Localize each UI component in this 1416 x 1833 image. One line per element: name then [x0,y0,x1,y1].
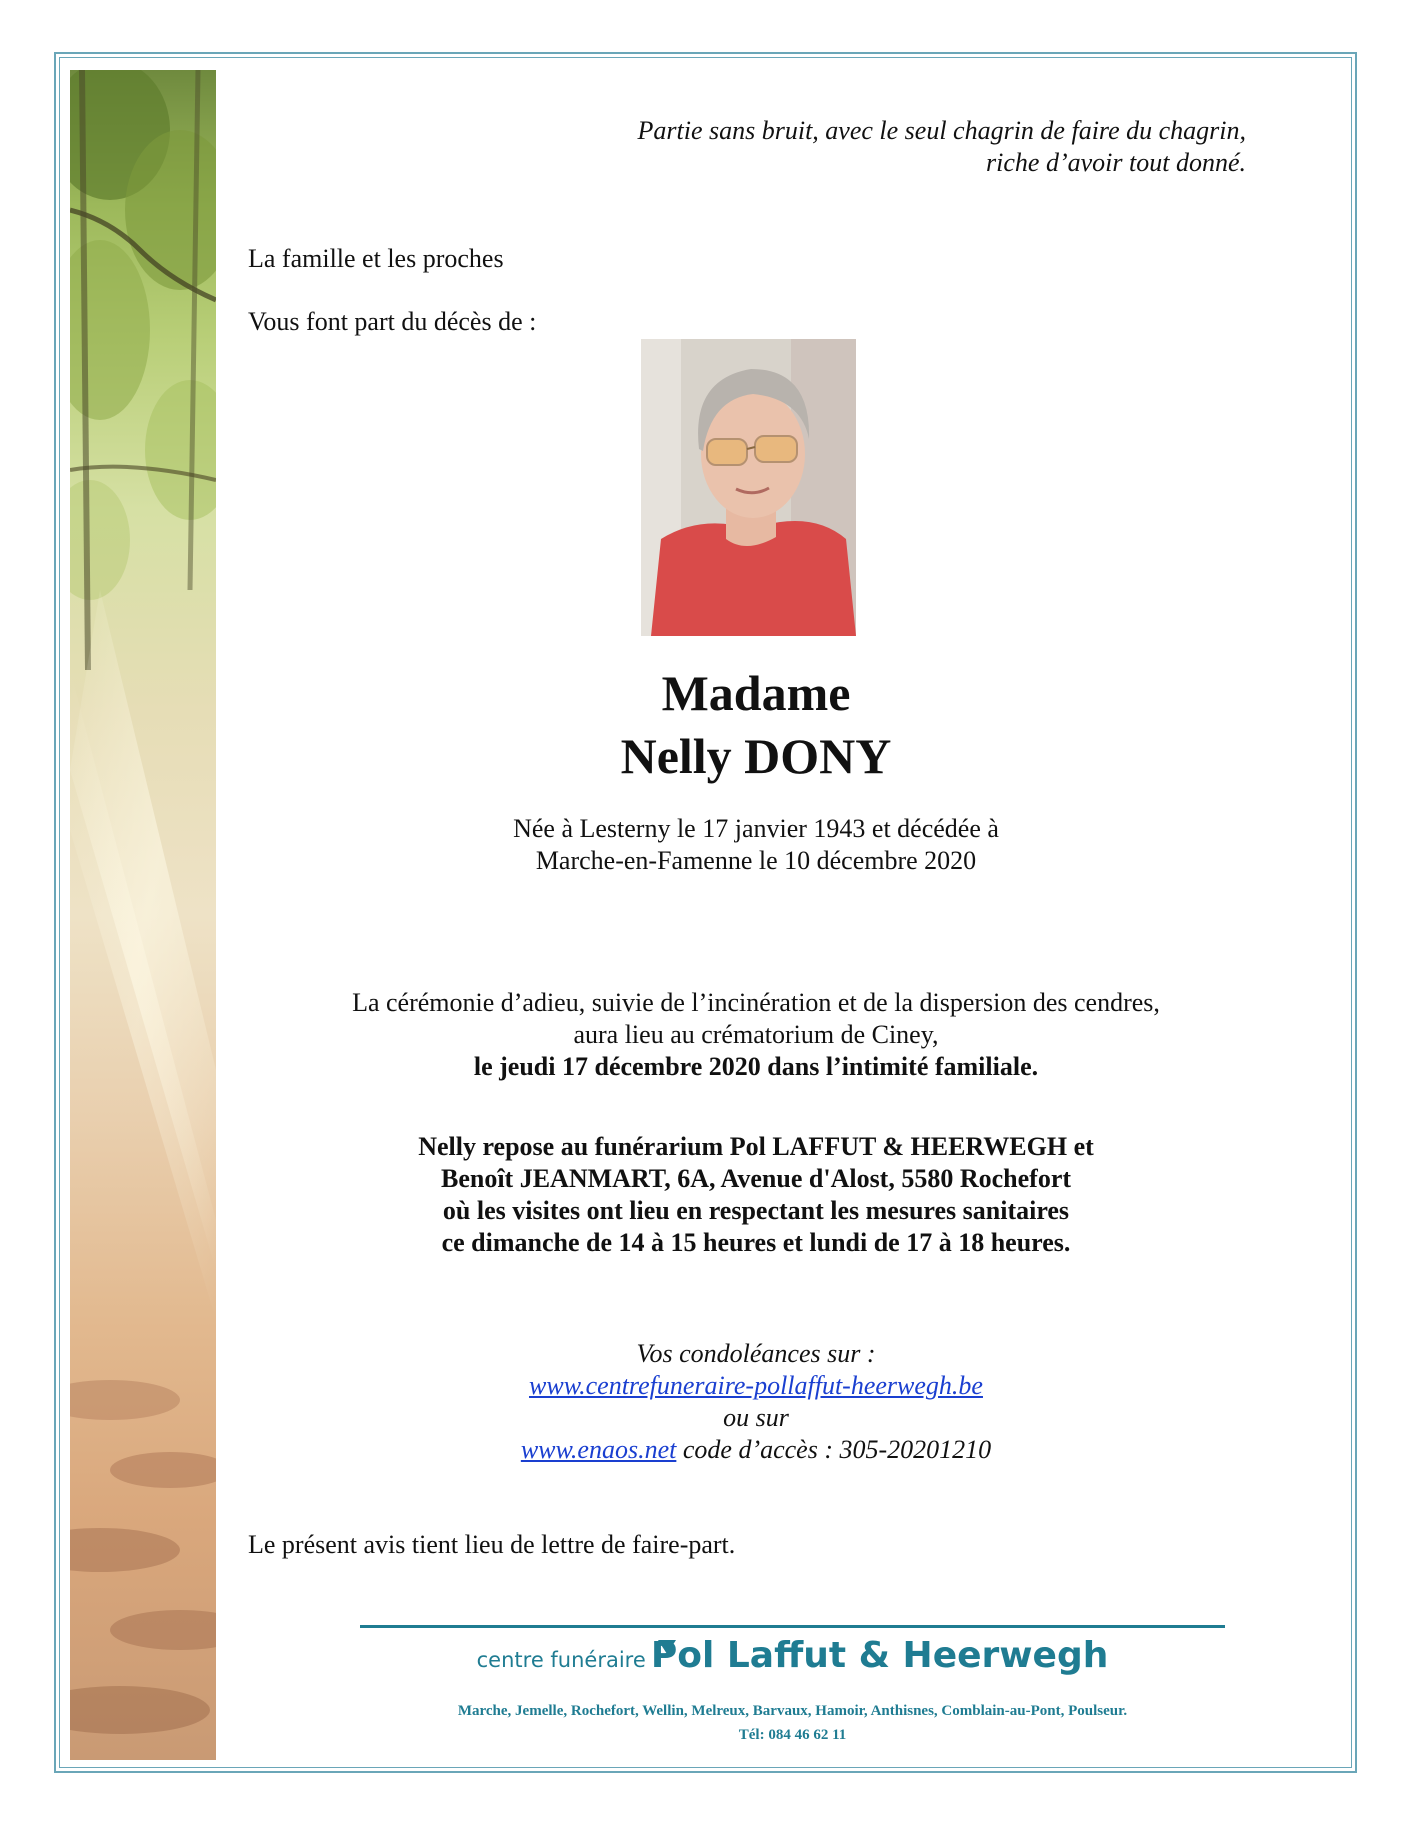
visitation-line-4: ce dimanche de 14 à 15 heures et lundi de 17 à 18 heures. [441,1228,1071,1257]
condolences-link-funeral-center[interactable]: www.centrefuneraire-pollaffut-heerwegh.be [529,1371,983,1400]
access-code: code d’accès : 305-20201210 [676,1435,992,1464]
quote-line-1: Partie sans bruit, avec le seul chagrin de faire du chagrin, [637,116,1246,145]
portrait-illustration [641,339,856,636]
birth-line: Née à Lesterny le 17 janvier 1943 et décédée à [513,814,999,843]
ceremony-line-3: le jeudi 17 décembre 2020 dans l’intimité familiale. [473,1052,1039,1081]
footer-divider [360,1625,1225,1628]
condolences-or: ou sur [723,1403,789,1432]
brand-name: Pol Laffut & Heerwegh [650,1635,1109,1676]
quote-line-2: riche d’avoir tout donné. [986,148,1246,177]
funeral-home-logo [360,1635,1225,1676]
condolences-link-enaos[interactable]: www.enaos.net [520,1435,677,1464]
portrait-photo [641,339,856,636]
intro-family: La famille et les proches [248,244,504,273]
branch-locations: Marche, Jemelle, Rochefort, Wellin, Melreux, Barvaux, Hamoir, Anthisnes, Comblain-au-Pont, Poulseur. [457,1703,1128,1719]
condolences-block [216,1338,1296,1466]
ceremony-info [216,987,1296,1083]
intro-announcement: Vous font part du décès de : [248,307,537,336]
visitation-line-2: Benoît JEANMART, 6A, Avenue d'Alost, 5580 Rochefort [440,1164,1072,1193]
closing-note: Le présent avis tient lieu de lettre de faire-part. [248,1530,736,1559]
deceased-name: Nelly DONY [620,728,892,784]
phone-number: Tél: 084 46 62 11 [738,1727,847,1743]
visitation-line-3: où les visites ont lieu en respectant les mesures sanitaires [442,1196,1070,1225]
condolences-heading: Vos condoléances sur : [636,1339,876,1368]
visitation-info [216,1131,1296,1259]
death-line: Marche-en-Famenne le 10 décembre 2020 [535,846,977,875]
ceremony-line-2: aura lieu au crématorium de Ciney, [573,1020,939,1049]
deceased-title: Madame [661,665,851,721]
birth-death-info [216,813,1296,877]
visitation-line-1: Nelly repose au funérarium Pol LAFFUT & HEERWEGH et [418,1132,1094,1161]
brand-subtitle: centre funéraire [476,1648,646,1672]
epigraph-quote [638,115,1247,179]
forest-path-image [70,70,216,1760]
forest-path-illustration [70,70,216,1760]
ceremony-line-1: La cérémonie d’adieu, suivie de l’incinération et de la dispersion des cendres, [352,988,1160,1017]
